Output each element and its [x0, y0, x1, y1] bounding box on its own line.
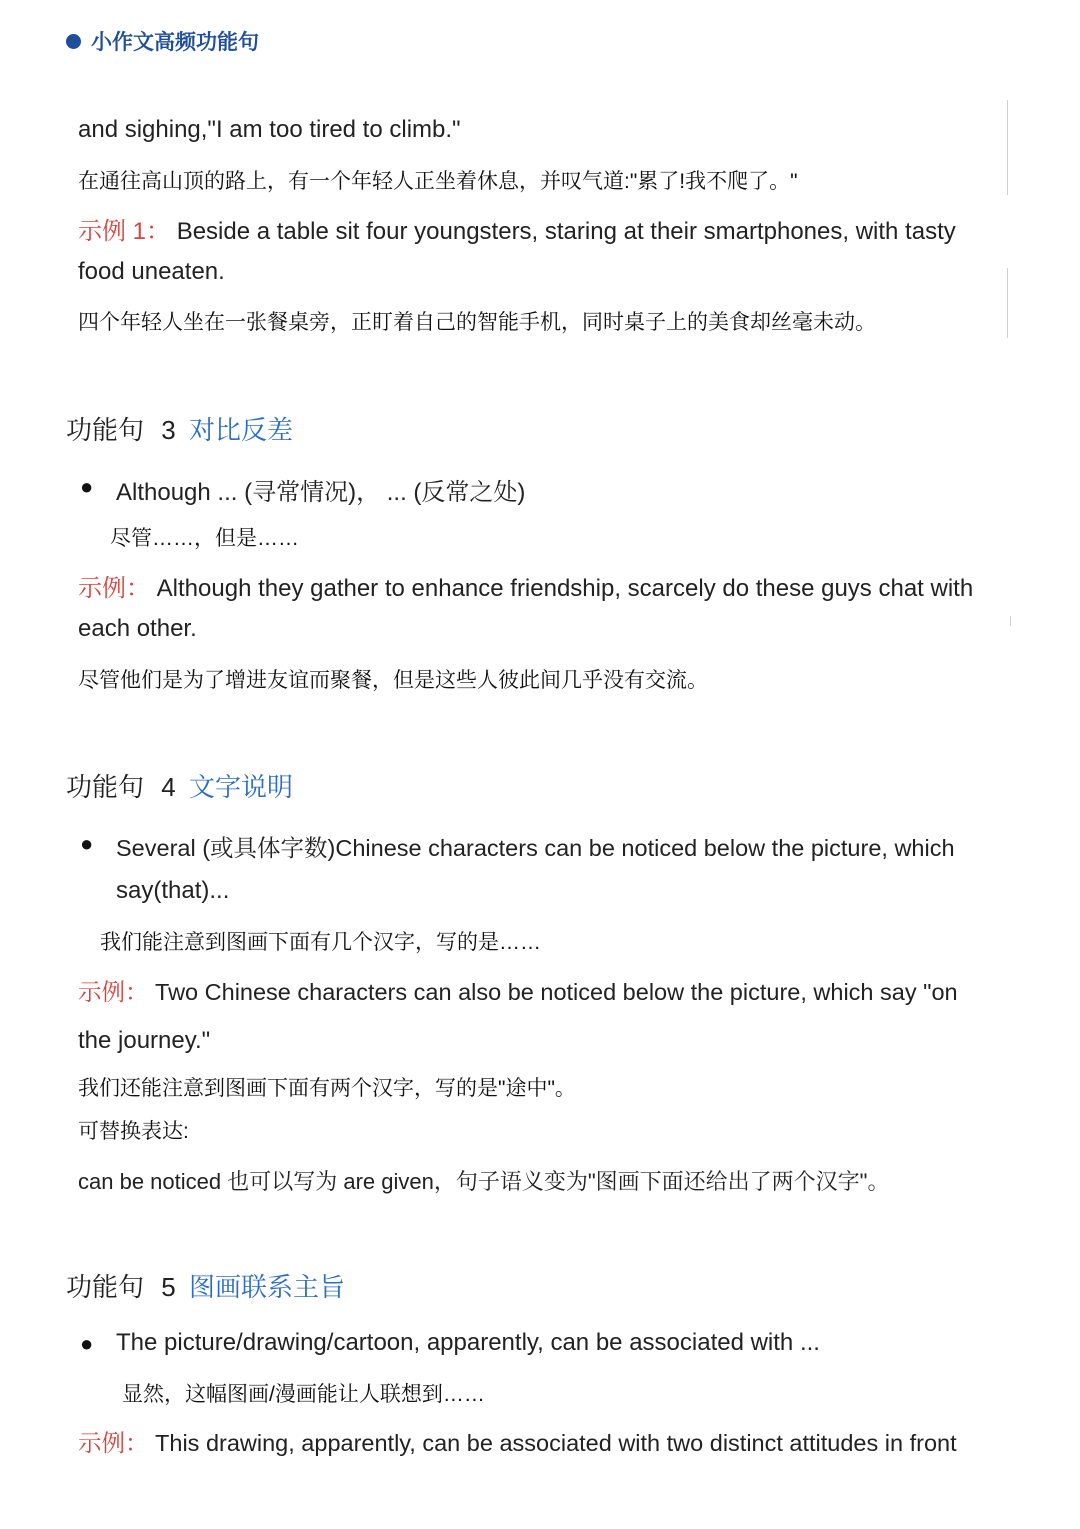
section4-heading [66, 767, 293, 804]
heading-number: 4 [161, 772, 176, 802]
bullet-dot-icon: ● [80, 1331, 94, 1356]
section5-example [78, 1424, 957, 1458]
heading-prefix: 功能句 [66, 1272, 145, 1302]
section4-alt-label: 可替换表达: [78, 1120, 189, 1143]
intro-example-cn: 四个年轻人坐在一张餐桌旁，正盯着自己的智能手机，同时桌子上的美食却丝毫未动。 [78, 311, 876, 334]
example-en: Although they gather to enhance friendship, scarcely do these guys chat with [156, 575, 974, 602]
section4-pattern-en: Several (或具体字数)Chinese characters can be noticed below the picture, which [116, 835, 955, 861]
section3-pattern-en: Although ... (寻常情况)， ... (反常之处) [116, 479, 526, 506]
section4-example-cn: 我们还能注意到图画下面有两个汉字，写的是"途中"。 [78, 1077, 576, 1100]
section3-example-cont: each other. [78, 615, 197, 642]
example-en: Two Chinese characters can also be noticed below the picture, which say "on [155, 979, 958, 1005]
intro-en-line: and sighing,"I am too tired to climb." [78, 116, 461, 143]
section3-example [78, 568, 973, 603]
heading-number: 5 [161, 1272, 176, 1302]
bullet-dot-icon [66, 34, 81, 49]
heading-prefix: 功能句 [66, 415, 145, 445]
section-header [66, 26, 259, 56]
intro-cn-line: 在通往高山顶的路上，有一个年轻人正坐着休息，并叹气道:"累了!我不爬了。" [78, 170, 798, 193]
example-label: 示例 1： [78, 218, 171, 245]
section4-pattern-en-cont: say(that)... [116, 877, 230, 904]
margin-line [1007, 268, 1008, 338]
section5-pattern-cn: 显然，这幅图画/漫画能让人联想到…… [122, 1383, 485, 1406]
header-title: 小作文高频功能句 [91, 31, 259, 54]
heading-title: 图画联系主旨 [188, 1272, 345, 1302]
heading-number: 3 [161, 415, 176, 445]
heading-title: 文字说明 [188, 772, 293, 802]
section4-alt-line: can be noticed 也可以写为 are given，句子语义变为"图画下面还给出了两个汉字"。 [78, 1169, 890, 1194]
section4-example-cont: the journey." [78, 1027, 211, 1054]
section4-example [78, 973, 958, 1007]
intro-example [78, 211, 956, 246]
example-en: Beside a table sit four youngsters, staring at their smartphones, with tasty [176, 218, 956, 245]
section4-pattern-cn: 我们能注意到图画下面有几个汉字，写的是…… [100, 931, 541, 954]
heading-title: 对比反差 [188, 415, 293, 445]
section3-pattern-cn: 尽管……，但是…… [110, 527, 299, 550]
intro-example-cont: food uneaten. [78, 258, 225, 285]
heading-prefix: 功能句 [66, 772, 145, 802]
section5-heading [66, 1267, 345, 1304]
section3-heading [66, 410, 293, 447]
section5-pattern-en: The picture/drawing/cartoon, apparently, can be associated with ... [116, 1329, 820, 1356]
example-label: 示例： [78, 575, 150, 602]
example-label: 示例： [78, 1430, 149, 1456]
margin-line [1007, 100, 1008, 195]
example-en: This drawing, apparently, can be associated with two distinct attitudes in front [155, 1430, 957, 1456]
example-label: 示例： [78, 979, 149, 1005]
margin-line [1010, 616, 1011, 626]
bullet-dot-icon: ● [80, 474, 94, 499]
bullet-dot-icon: ● [80, 831, 94, 856]
section3-example-cn: 尽管他们是为了增进友谊而聚餐，但是这些人彼此间几乎没有交流。 [78, 669, 708, 692]
